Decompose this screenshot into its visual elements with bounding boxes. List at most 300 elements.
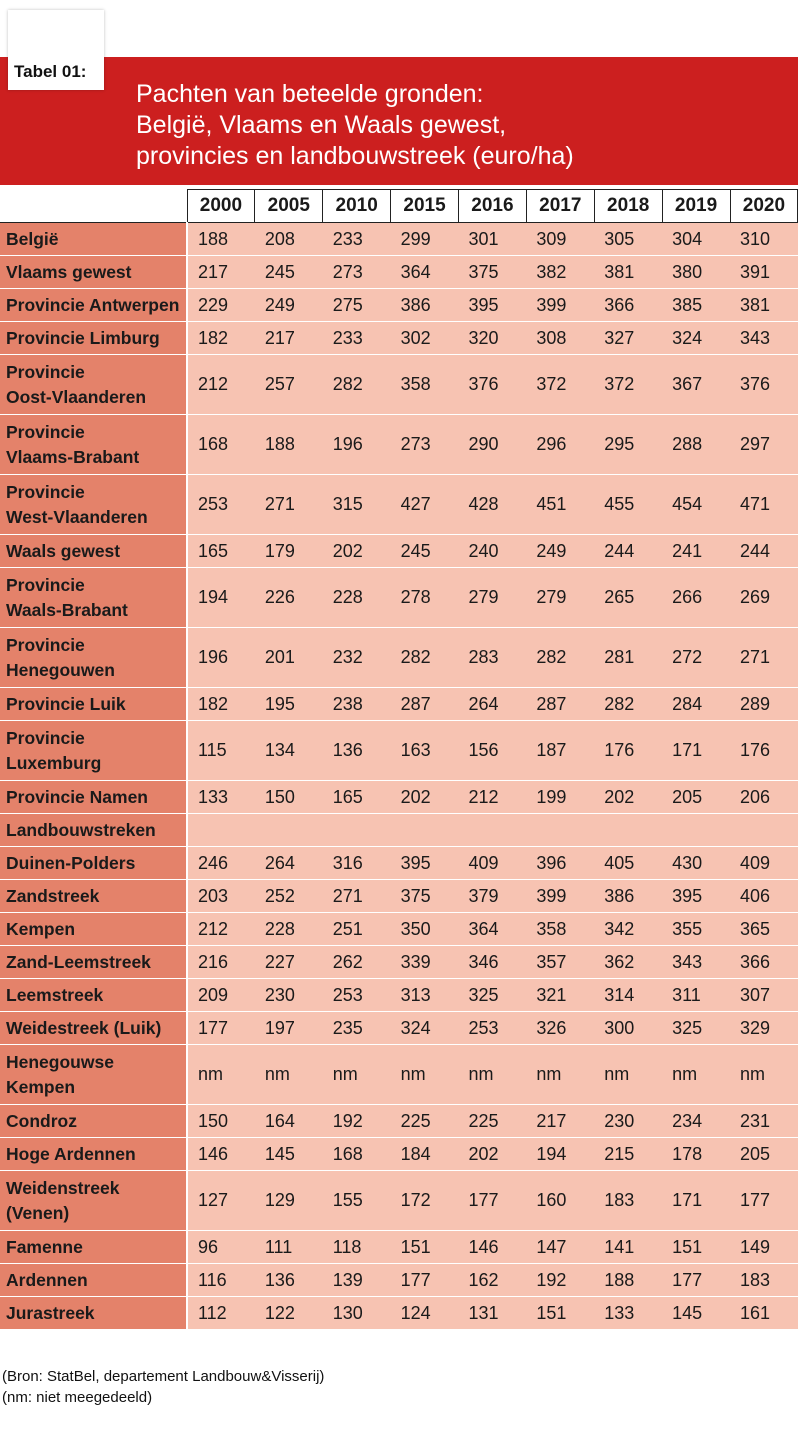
row-label	[0, 1045, 187, 1105]
value-cell: 205	[662, 781, 730, 814]
value-cell: 266	[662, 568, 730, 628]
value-cell: 311	[662, 979, 730, 1012]
value-cell: 321	[526, 979, 594, 1012]
value-cell: nm	[391, 1045, 459, 1105]
value-cell: 233	[323, 223, 391, 256]
row-label-line: Provincie Namen	[6, 786, 148, 807]
value-cell: 188	[594, 1264, 662, 1297]
row-label-line: Weidestreek (Luik)	[6, 1017, 162, 1038]
value-cell: 471	[730, 475, 798, 535]
table-row	[0, 721, 798, 781]
value-cell: 324	[391, 1012, 459, 1045]
value-cell: 136	[323, 721, 391, 781]
value-cell: 177	[187, 1012, 255, 1045]
table-row	[0, 1012, 798, 1045]
value-cell: 245	[391, 535, 459, 568]
row-label-line: Provincie	[6, 634, 85, 655]
value-cell: 141	[594, 1231, 662, 1264]
value-cell: 202	[323, 535, 391, 568]
row-label-line: Henegouwse	[6, 1051, 114, 1072]
value-cell: 244	[594, 535, 662, 568]
row-label-line: Leemstreek	[6, 984, 104, 1005]
row-label	[0, 535, 187, 568]
value-cell: 362	[594, 946, 662, 979]
title-line: provincies en landbouwstreek (euro/ha)	[136, 142, 574, 170]
row-label	[0, 781, 187, 814]
row-label-line: Famenne	[6, 1236, 83, 1257]
value-cell: 172	[391, 1171, 459, 1231]
value-cell: 139	[323, 1264, 391, 1297]
value-cell: 325	[459, 979, 527, 1012]
value-cell: 124	[391, 1297, 459, 1330]
value-cell: 350	[391, 913, 459, 946]
value-cell: 372	[594, 355, 662, 415]
value-cell: 375	[459, 256, 527, 289]
value-cell: 287	[391, 688, 459, 721]
value-cell: 451	[526, 475, 594, 535]
value-cell: 111	[255, 1231, 323, 1264]
row-label-line: Duinen-Polders	[6, 852, 136, 873]
value-cell: 381	[594, 256, 662, 289]
value-cell: 406	[730, 880, 798, 913]
value-cell: 273	[323, 256, 391, 289]
value-cell: 282	[323, 355, 391, 415]
value-cell: 281	[594, 628, 662, 688]
value-cell: 178	[662, 1138, 730, 1171]
value-cell: 399	[526, 289, 594, 322]
value-cell: 302	[391, 322, 459, 355]
value-cell: 225	[459, 1105, 527, 1138]
value-cell: 385	[662, 289, 730, 322]
value-cell: 195	[255, 688, 323, 721]
value-cell: 194	[187, 568, 255, 628]
row-label	[0, 1012, 187, 1045]
value-cell: 129	[255, 1171, 323, 1231]
value-cell: 177	[662, 1264, 730, 1297]
table-body	[0, 223, 798, 1330]
value-cell: 235	[323, 1012, 391, 1045]
value-cell: nm	[730, 1045, 798, 1105]
value-cell: 289	[730, 688, 798, 721]
table-row	[0, 568, 798, 628]
value-cell: 188	[187, 223, 255, 256]
value-cell: 184	[391, 1138, 459, 1171]
value-cell: 232	[323, 628, 391, 688]
year-header: 2018	[594, 190, 662, 223]
value-cell: 257	[255, 355, 323, 415]
table-row	[0, 535, 798, 568]
value-cell: nm	[594, 1045, 662, 1105]
value-cell: 192	[526, 1264, 594, 1297]
value-cell: 253	[459, 1012, 527, 1045]
table-row	[0, 847, 798, 880]
table-row	[0, 946, 798, 979]
row-label	[0, 568, 187, 628]
section-filler	[187, 814, 798, 847]
value-cell: 192	[323, 1105, 391, 1138]
row-label-line: Provincie	[6, 727, 85, 748]
year-header: 2019	[662, 190, 730, 223]
year-header: 2005	[255, 190, 323, 223]
row-label-line: Waals gewest	[6, 540, 121, 561]
value-cell: 196	[187, 628, 255, 688]
value-cell: 324	[662, 322, 730, 355]
value-cell: 264	[255, 847, 323, 880]
year-header: 2010	[323, 190, 391, 223]
row-label-line: Ardennen	[6, 1269, 88, 1290]
value-cell: 343	[662, 946, 730, 979]
value-cell: 366	[594, 289, 662, 322]
table-row	[0, 1297, 798, 1330]
row-label-line: Provincie Antwerpen	[6, 294, 180, 315]
value-cell: 326	[526, 1012, 594, 1045]
table-row	[0, 814, 798, 847]
value-cell: 252	[255, 880, 323, 913]
table-row	[0, 415, 798, 475]
value-cell: 395	[391, 847, 459, 880]
row-label	[0, 1264, 187, 1297]
row-label-line: Zandstreek	[6, 885, 100, 906]
value-cell: 430	[662, 847, 730, 880]
row-label-line: Provincie Limburg	[6, 327, 160, 348]
value-cell: 122	[255, 1297, 323, 1330]
value-cell: 176	[594, 721, 662, 781]
value-cell: 364	[459, 913, 527, 946]
table-row	[0, 781, 798, 814]
value-cell: 234	[662, 1105, 730, 1138]
value-cell: 290	[459, 415, 527, 475]
value-cell: 183	[730, 1264, 798, 1297]
value-cell: 161	[730, 1297, 798, 1330]
value-cell: 202	[459, 1138, 527, 1171]
value-cell: 275	[323, 289, 391, 322]
year-header: 2020	[730, 190, 798, 223]
value-cell: 284	[662, 688, 730, 721]
value-cell: 162	[459, 1264, 527, 1297]
value-cell: 160	[526, 1171, 594, 1231]
value-cell: 182	[187, 688, 255, 721]
value-cell: 215	[594, 1138, 662, 1171]
row-label-line: Henegouwen	[6, 659, 115, 680]
row-label-line: Zand-Leemstreek	[6, 951, 151, 972]
row-label	[0, 256, 187, 289]
value-cell: 151	[662, 1231, 730, 1264]
year-header-row	[0, 190, 798, 223]
value-cell: 320	[459, 322, 527, 355]
source-note: (Bron: StatBel, departement Landbouw&Visserij)	[2, 1368, 325, 1385]
row-label-line: Kempen	[6, 1076, 76, 1097]
value-cell: 364	[391, 256, 459, 289]
value-cell: 201	[255, 628, 323, 688]
value-cell: 227	[255, 946, 323, 979]
row-label-line: Vlaams-Brabant	[6, 446, 140, 467]
title-line: Pachten van beteelde gronden:	[136, 80, 484, 108]
value-cell: 279	[526, 568, 594, 628]
row-label-line: België	[6, 228, 59, 249]
value-cell: 329	[730, 1012, 798, 1045]
value-cell: 271	[323, 880, 391, 913]
value-cell: 230	[594, 1105, 662, 1138]
table-tag-label: Tabel 01:	[14, 62, 87, 81]
value-cell: 217	[526, 1105, 594, 1138]
value-cell: 355	[662, 913, 730, 946]
row-label	[0, 814, 187, 847]
value-cell: 116	[187, 1264, 255, 1297]
value-cell: 177	[391, 1264, 459, 1297]
table-row	[0, 1231, 798, 1264]
row-label	[0, 289, 187, 322]
value-cell: 391	[730, 256, 798, 289]
value-cell: 171	[662, 1171, 730, 1231]
value-cell: 168	[187, 415, 255, 475]
table-row	[0, 688, 798, 721]
value-cell: 229	[187, 289, 255, 322]
value-cell: 271	[730, 628, 798, 688]
value-cell: 342	[594, 913, 662, 946]
value-cell: 165	[323, 781, 391, 814]
value-cell: 372	[526, 355, 594, 415]
row-label-line: Provincie	[6, 421, 85, 442]
row-label-line: Hoge Ardennen	[6, 1143, 136, 1164]
value-cell: 339	[391, 946, 459, 979]
row-label-line: Provincie	[6, 481, 85, 502]
value-cell: 133	[187, 781, 255, 814]
value-cell: 287	[526, 688, 594, 721]
value-cell: 96	[187, 1231, 255, 1264]
value-cell: 146	[459, 1231, 527, 1264]
table-row	[0, 223, 798, 256]
value-cell: 177	[730, 1171, 798, 1231]
value-cell: 209	[187, 979, 255, 1012]
value-cell: 428	[459, 475, 527, 535]
value-cell: 314	[594, 979, 662, 1012]
value-cell: 299	[391, 223, 459, 256]
value-cell: 212	[459, 781, 527, 814]
row-label-line: Weidenstreek	[6, 1177, 120, 1198]
row-label-line: Kempen	[6, 918, 76, 939]
value-cell: 305	[594, 223, 662, 256]
table-row	[0, 256, 798, 289]
value-cell: 309	[526, 223, 594, 256]
table-row	[0, 322, 798, 355]
year-header: 2000	[187, 190, 255, 223]
value-cell: 188	[255, 415, 323, 475]
row-label	[0, 721, 187, 781]
value-cell: 327	[594, 322, 662, 355]
value-cell: nm	[255, 1045, 323, 1105]
value-cell: 409	[459, 847, 527, 880]
value-cell: 165	[187, 535, 255, 568]
value-cell: 316	[323, 847, 391, 880]
row-label	[0, 880, 187, 913]
row-label-line: Condroz	[6, 1110, 77, 1131]
value-cell: 358	[391, 355, 459, 415]
value-cell: 183	[594, 1171, 662, 1231]
value-cell: 164	[255, 1105, 323, 1138]
row-label	[0, 688, 187, 721]
value-cell: 155	[323, 1171, 391, 1231]
table-row	[0, 1105, 798, 1138]
row-label-line: Oost-Vlaanderen	[6, 386, 147, 407]
value-cell: 244	[730, 535, 798, 568]
value-cell: 358	[526, 913, 594, 946]
table-row	[0, 1045, 798, 1105]
value-cell: 386	[594, 880, 662, 913]
value-cell: 151	[526, 1297, 594, 1330]
row-label-line: Vlaams gewest	[6, 261, 132, 282]
value-cell: 145	[255, 1138, 323, 1171]
value-cell: 145	[662, 1297, 730, 1330]
value-cell: 283	[459, 628, 527, 688]
value-cell: 202	[391, 781, 459, 814]
value-cell: 278	[391, 568, 459, 628]
value-cell: 176	[730, 721, 798, 781]
value-cell: 168	[323, 1138, 391, 1171]
value-cell: 246	[187, 847, 255, 880]
value-cell: 199	[526, 781, 594, 814]
value-cell: 212	[187, 355, 255, 415]
title-banner	[0, 57, 798, 185]
value-cell: 288	[662, 415, 730, 475]
value-cell: 156	[459, 721, 527, 781]
row-label-line: (Venen)	[6, 1202, 70, 1223]
value-cell: 197	[255, 1012, 323, 1045]
value-cell: 179	[255, 535, 323, 568]
value-cell: 313	[391, 979, 459, 1012]
table-row	[0, 913, 798, 946]
value-cell: 409	[730, 847, 798, 880]
value-cell: 134	[255, 721, 323, 781]
value-cell: 282	[526, 628, 594, 688]
table-row	[0, 475, 798, 535]
value-cell: 217	[255, 322, 323, 355]
value-cell: 133	[594, 1297, 662, 1330]
value-cell: 177	[459, 1171, 527, 1231]
value-cell: 150	[187, 1105, 255, 1138]
row-label-line: Provincie	[6, 361, 85, 382]
value-cell: 225	[391, 1105, 459, 1138]
value-cell: 297	[730, 415, 798, 475]
value-cell: 147	[526, 1231, 594, 1264]
value-cell: 272	[662, 628, 730, 688]
row-label	[0, 946, 187, 979]
value-cell: 217	[187, 256, 255, 289]
value-cell: 194	[526, 1138, 594, 1171]
row-label	[0, 1138, 187, 1171]
value-cell: 380	[662, 256, 730, 289]
value-cell: 253	[323, 979, 391, 1012]
value-cell: 212	[187, 913, 255, 946]
value-cell: 205	[730, 1138, 798, 1171]
row-label-line: Provincie Luik	[6, 693, 126, 714]
value-cell: 264	[459, 688, 527, 721]
table-row	[0, 1264, 798, 1297]
value-cell: 130	[323, 1297, 391, 1330]
value-cell: 271	[255, 475, 323, 535]
value-cell: 365	[730, 913, 798, 946]
table-tag	[8, 10, 104, 90]
value-cell: 231	[730, 1105, 798, 1138]
value-cell: 265	[594, 568, 662, 628]
value-cell: 251	[323, 913, 391, 946]
value-cell: 269	[730, 568, 798, 628]
table-row	[0, 355, 798, 415]
value-cell: 310	[730, 223, 798, 256]
value-cell: nm	[187, 1045, 255, 1105]
value-cell: 187	[526, 721, 594, 781]
nm-note: (nm: niet meegedeeld)	[2, 1389, 153, 1406]
value-cell: nm	[662, 1045, 730, 1105]
year-header: 2015	[391, 190, 459, 223]
value-cell: 203	[187, 880, 255, 913]
value-cell: 379	[459, 880, 527, 913]
row-label	[0, 628, 187, 688]
value-cell: 454	[662, 475, 730, 535]
value-cell: 127	[187, 1171, 255, 1231]
value-cell: 396	[526, 847, 594, 880]
value-cell: 382	[526, 256, 594, 289]
value-cell: 304	[662, 223, 730, 256]
row-label	[0, 223, 187, 256]
value-cell: 112	[187, 1297, 255, 1330]
value-cell: 295	[594, 415, 662, 475]
row-label-line: Waals-Brabant	[6, 599, 128, 620]
value-cell: 366	[730, 946, 798, 979]
value-cell: 230	[255, 979, 323, 1012]
value-cell: 367	[662, 355, 730, 415]
value-cell: 262	[323, 946, 391, 979]
value-cell: 301	[459, 223, 527, 256]
year-header: 2017	[526, 190, 594, 223]
value-cell: 308	[526, 322, 594, 355]
value-cell: 427	[391, 475, 459, 535]
table-row	[0, 880, 798, 913]
table-row	[0, 628, 798, 688]
value-cell: 395	[459, 289, 527, 322]
value-cell: 118	[323, 1231, 391, 1264]
value-cell: nm	[459, 1045, 527, 1105]
row-label	[0, 355, 187, 415]
value-cell: 226	[255, 568, 323, 628]
title-line: België, Vlaams en Waals gewest,	[136, 111, 507, 139]
value-cell: 357	[526, 946, 594, 979]
row-label-line: Luxemburg	[6, 752, 102, 773]
row-label	[0, 1171, 187, 1231]
row-label	[0, 913, 187, 946]
row-label-line: West-Vlaanderen	[6, 506, 148, 527]
value-cell: 405	[594, 847, 662, 880]
value-cell: 376	[459, 355, 527, 415]
value-cell: 395	[662, 880, 730, 913]
table-title	[136, 79, 776, 172]
value-cell: 282	[391, 628, 459, 688]
value-cell: 279	[459, 568, 527, 628]
row-label	[0, 1231, 187, 1264]
row-label	[0, 415, 187, 475]
row-label	[0, 475, 187, 535]
value-cell: 196	[323, 415, 391, 475]
value-cell: 381	[730, 289, 798, 322]
table-row	[0, 979, 798, 1012]
row-label	[0, 1105, 187, 1138]
value-cell: 375	[391, 880, 459, 913]
value-cell: 208	[255, 223, 323, 256]
table-row	[0, 1138, 798, 1171]
rent-table	[0, 189, 798, 1330]
row-label	[0, 979, 187, 1012]
year-header: 2016	[459, 190, 527, 223]
value-cell: 386	[391, 289, 459, 322]
